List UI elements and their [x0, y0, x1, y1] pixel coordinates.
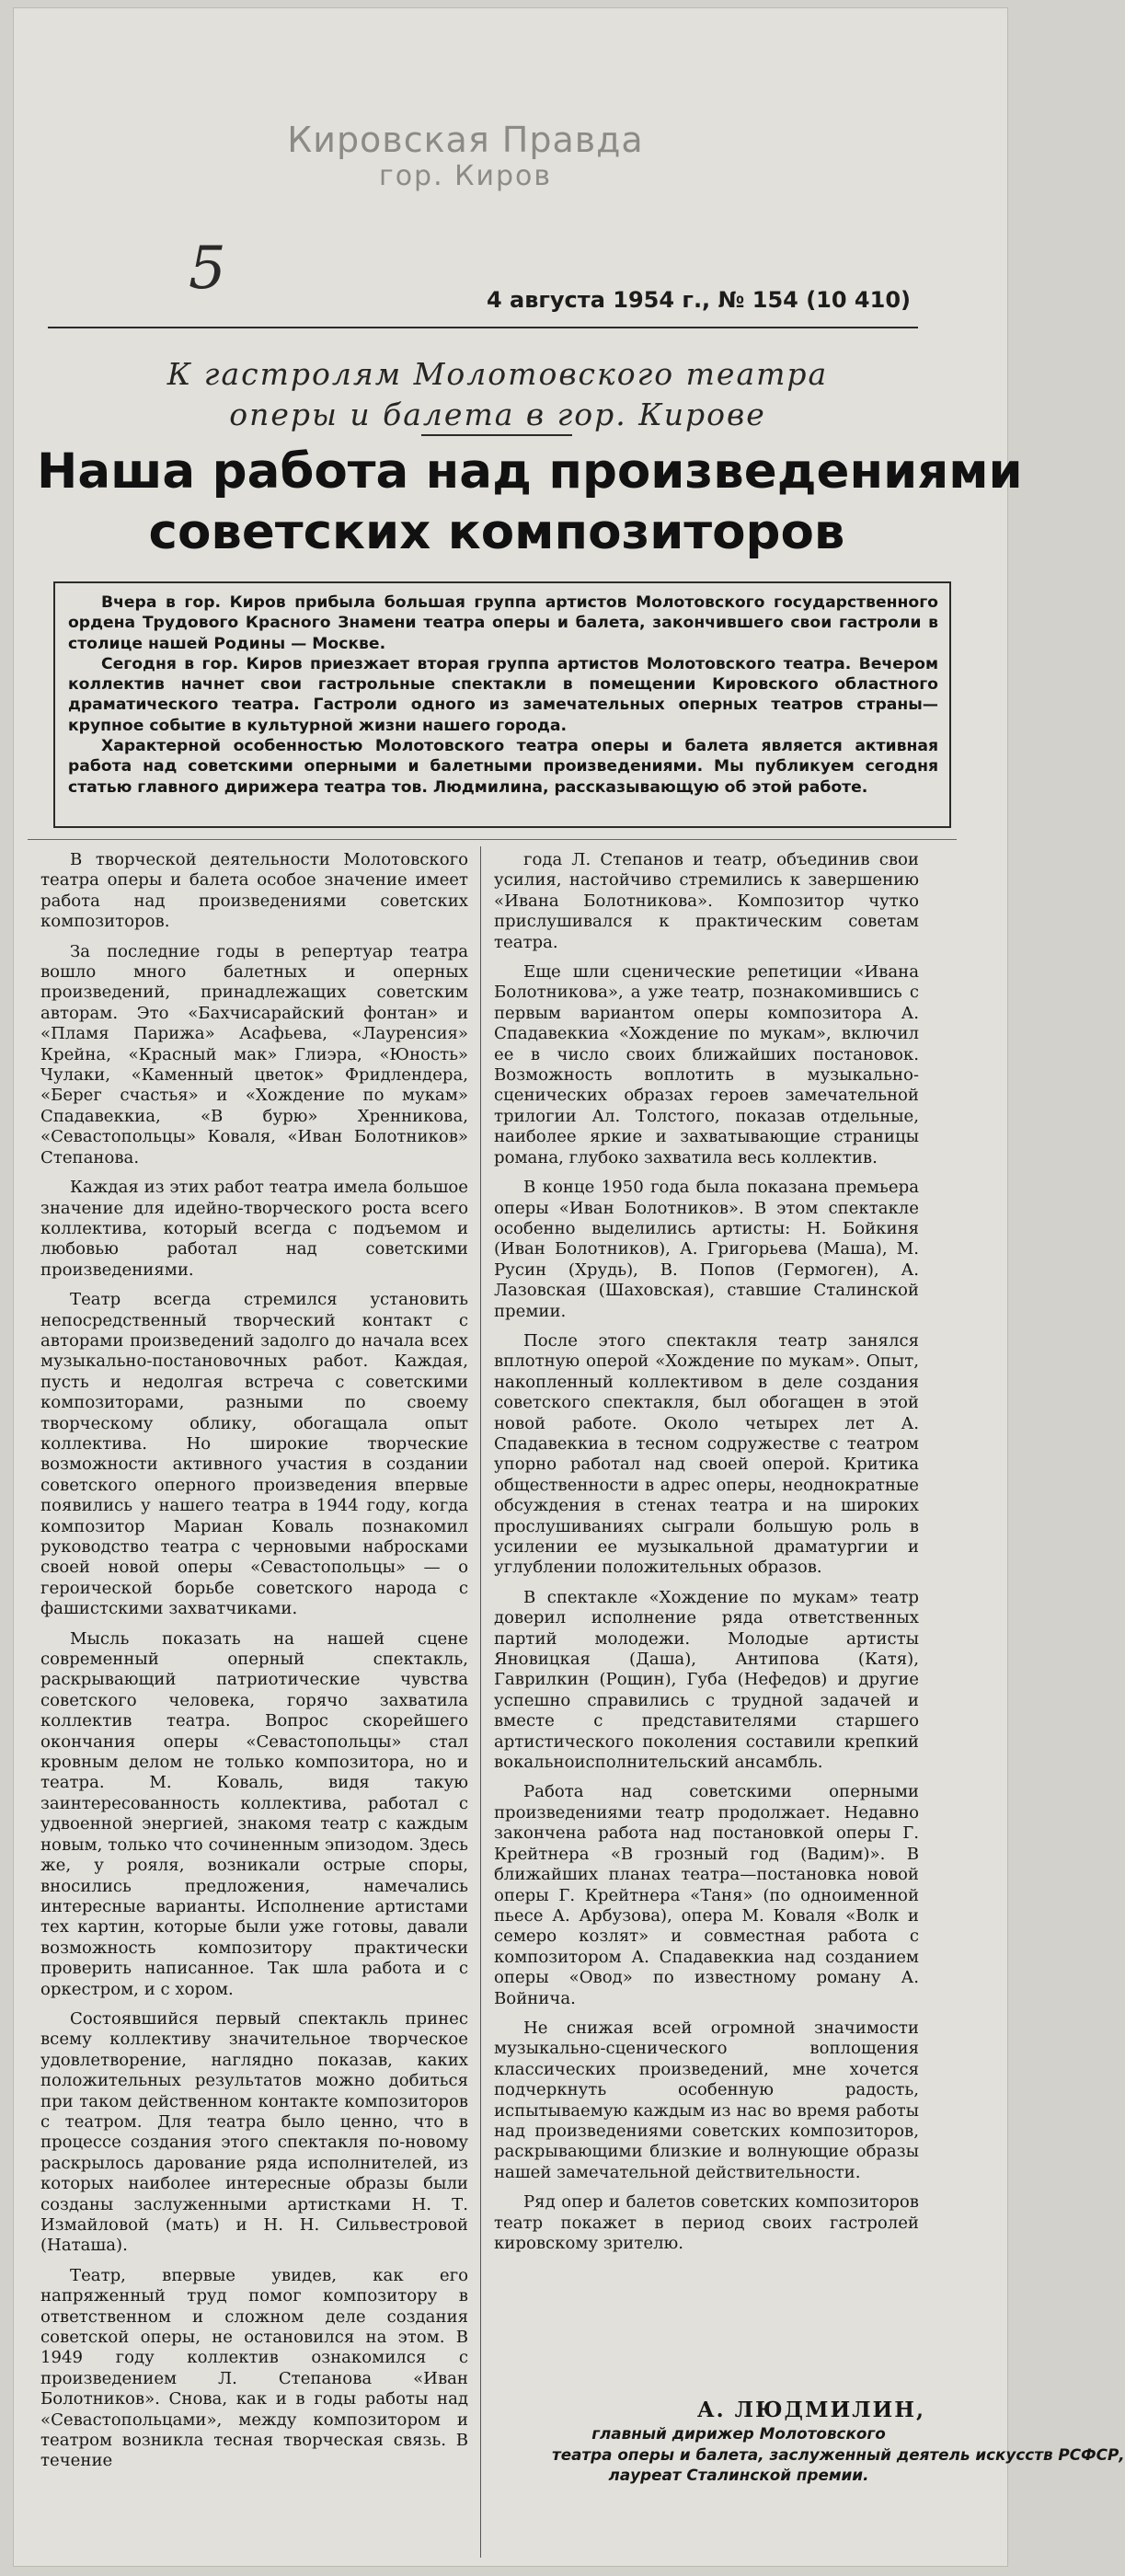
article-paragraph: Ряд опер и балетов советских композиторов театр покажет в период своих гастролей кировскому зрителю.: [494, 2192, 919, 2253]
article-paragraph: После этого спектакля театр занялся вплотную оперой «Хождение по мукам». Опыт, накопленный коллективом в деле создания советского спектакля, был обогащен в этой новой работе. Около четырех лет А. Спадавеккиа в тесном содружестве с театром упорно работал над своей оперой. Критика общественности в адрес оперы, неоднократные обсуждения в стенах театра и на широких прослушиваниях сыграли большую роль в усилении ее музыкальной драматургии и углублении положительных образов.: [494, 1330, 919, 1578]
article-paragraph: Театр всегда стремился установить непосредственный творческий контакт с авторами произведений задолго до начала всех музыкально-постановочных работ. Каждая, пусть и недолгая встреча с советскими композиторами, разными по своему творческому облику, обогащала опыт коллектива. Но широкие творческие возможности активного участия в создании советского оперного произведения впервые появились у нашего театра в 1944 году, когда композитор Мариан Коваль познакомил руководство театра с черновыми набросками своей новой оперы «Севастопольцы» — о героической борьбе советского народа с фашистскими захватчиками.: [40, 1290, 468, 1619]
article-paragraph: Работа над советскими оперными произведениями театр продолжает. Недавно закончена работа над постановкой оперы Г. Крейтнера «В грозный год (Вадим)». В ближайших планах театра—постановка новой оперы Г. Крейтнера «Таня» (по одноименной пьесе А. Арбузова), опера М. Коваля «Волк и семеро козлят» и совместная работа с композитором А. Спадавеккиа над созданием оперы «Овод» по известному роману А. Войнича.: [494, 1782, 919, 2008]
article-paragraph: За последние годы в репертуар театра вошло много балетных и оперных произведений, принадлежащих советским авторам. Это «Бахчисарайский фонтан» и «Пламя Парижа» Асафьева, «Лауренсия» Крейна, «Красный мак» Глиэра, «Юность» Чулаки, «Каменный цветок» Фридлендера, «Берег счастья» и «Хождение по мукам» Спадавеккиа, «В бурю» Хренникова, «Севастопольцы» Коваля, «Иван Болотников» Степанова.: [40, 941, 468, 1167]
article-paragraph: В спектакле «Хождение по мукам» театр доверил исполнение ряда ответственных партий молодежи. Молодые артисты Яновицкая (Даша), Антипова (Катя), Гаврилкин (Рощин), Губа (Нефедов) и другие успешно справились с трудной задачей и вместе с представителями старшего артистического поколения составили крепкий вокальноисполнительский ансамбль.: [494, 1587, 919, 1773]
column-divider: [480, 846, 481, 2558]
article-paragraph: Мысль показать на нашей сцене современный оперный спектакль, раскрывающий патриотические чувства советского человека, горячо захватила коллектив театра. Вопрос скорейшего окончания оперы «Севастопольцы» стал кровным делом не только композитора, но и театра. М. Коваль, видя такую заинтересованность коллектива, работал с удвоенной энергией, знакомя театр с каждым новым, только что сочиненным эпизодом. Здесь же, у рояля, возникали острые споры, вносились предложения, намечались интересные варианты. Исполнение артистами тех картин, которые были уже готовы, давали возможность композитору практически проверить написанное. Так шла работа и с оркестром, и с хором.: [40, 1628, 468, 1999]
headline-line: Наша работа над произведениями: [37, 443, 1023, 500]
newspaper-stamp: [272, 120, 659, 193]
author-signature: [497, 2398, 1125, 2486]
author-title: [497, 2423, 1125, 2486]
kicker: [61, 354, 935, 435]
author-title-line: лауреат Сталинской премии.: [608, 2466, 869, 2484]
headline: [37, 442, 1023, 563]
lead-paragraph: Сегодня в гор. Киров приезжает вторая группа артистов Молотовского театра. Вечером коллектив начнет свои гастрольные спектакли в помещении Кировского областного драматического театра. Гастроли одного из замечательных оперных театров страны—крупное событие в культурной жизни нашего города.: [68, 654, 938, 735]
author-title-line: театра оперы и балета, заслуженный деятель искусств РСФСР,: [552, 2444, 1125, 2464]
author-title-line: главный дирижер Молотовского: [591, 2424, 886, 2443]
stamp-city: гор. Киров: [378, 160, 553, 192]
article-paragraph: Театр, впервые увидев, как его напряженный труд помог композитору в ответственном и сложном деле создания советской оперы, не остановился на этом. В 1949 году коллектив ознакомился с произведением Л. Степанова «Иван Болотников». Снова, как и в годы работы над «Севастопольцами», между композитором и театром возникла тесная творческая связь. В течение: [40, 2265, 468, 2471]
stamp-newspaper-name: Кировская Правда: [287, 120, 644, 160]
article-column-left: [40, 850, 468, 2557]
article-paragraph: В конце 1950 года была показана премьера оперы «Иван Болотников». В этом спектакле особенно выделились артисты: Н. Бойкиня (Иван Болотников), А. Григорьева (Маша), М. Русин (Хрудь), В. Попов (Гермоген), А. Лазовская (Шаховская), ставшие Сталинской премии.: [494, 1178, 919, 1321]
lead-paragraph: Вчера в гор. Киров прибыла большая группа артистов Молотовского государственного ордена Трудового Красного Знамени театра оперы и балета, закончившего свои гастроли в столице нашей Родины — Москве.: [68, 593, 938, 653]
headline-line: советских композиторов: [148, 504, 845, 560]
kicker-line: оперы и балета в гор. Кирове: [229, 397, 766, 432]
author-name: А. ЛЮДМИЛИН,: [696, 2398, 925, 2422]
dateline: 4 августа 1954 г., № 154 (10 410): [486, 287, 911, 313]
kicker-divider: [421, 434, 572, 436]
article-paragraph: года Л. Степанов и театр, объединив свои усилия, настойчиво стремились к завершению «Ивана Болотникова». Композитор чутко прислушивался к практическим советам театра.: [494, 850, 919, 952]
article-paragraph: Еще шли сценические репетиции «Ивана Болотникова», а уже театр, познакомившись с первым вариантом оперы композитора А. Спадавеккиа «Хождение по мукам», включил ее в число своих ближайших постановок. Возможность воплотить в музыкально-сценических образах героев замечательной трилогии Ал. Толстого, показав отдельные, наиболее яркие и захватывающие страницы романа, глубоко захватила весь коллектив.: [494, 962, 919, 1167]
handwritten-mark: 5: [189, 235, 226, 303]
article-column-right: [494, 850, 919, 2396]
top-rule: [48, 327, 918, 328]
article-paragraph: В творческой деятельности Молотовского театра оперы и балета особое значение имеет работа над произведениями советских композиторов.: [40, 850, 468, 932]
article-paragraph: Не снижая всей огромной значимости музыкально-сценического воплощения классических произведений, мне хочется подчеркнуть особенную радость, испытываемую каждым из нас во время работы над произведениями советских композиторов, раскрывающими близкие и волнующие образы нашей замечательной действительности.: [494, 2018, 919, 2182]
article-paragraph: Каждая из этих работ театра имела большое значение для идейно-творческого роста всего коллектива, который всегда с подъемом и любовью работал над советскими произведениями.: [40, 1178, 468, 1280]
lead-box: [53, 581, 951, 828]
body-top-rule: [28, 839, 957, 840]
article-paragraph: Состоявшийся первый спектакль принес всему коллективу значительное творческое удовлетворение, наглядно показав, каких положительных результатов можно добиться при таком действенном контакте композиторов с театром. Для театра было ценно, что в процессе создания этого спектакля по-новому раскрылось дарование ряда исполнителей, из которых наиболее интересные образы были созданы заслуженными артистками Н. Т. Измайловой (мать) и Н. Н. Сильвестровой (Наташа).: [40, 2008, 468, 2256]
kicker-line: К гастролям Молотовского театра: [166, 356, 829, 392]
lead-paragraph: Характерной особенностью Молотовского театра оперы и балета является активная работа над советскими оперными и балетными произведениями. Мы публикуем сегодня статью главного дирижера театра тов. Людмилина, рассказывающую об этой работе.: [68, 737, 938, 797]
